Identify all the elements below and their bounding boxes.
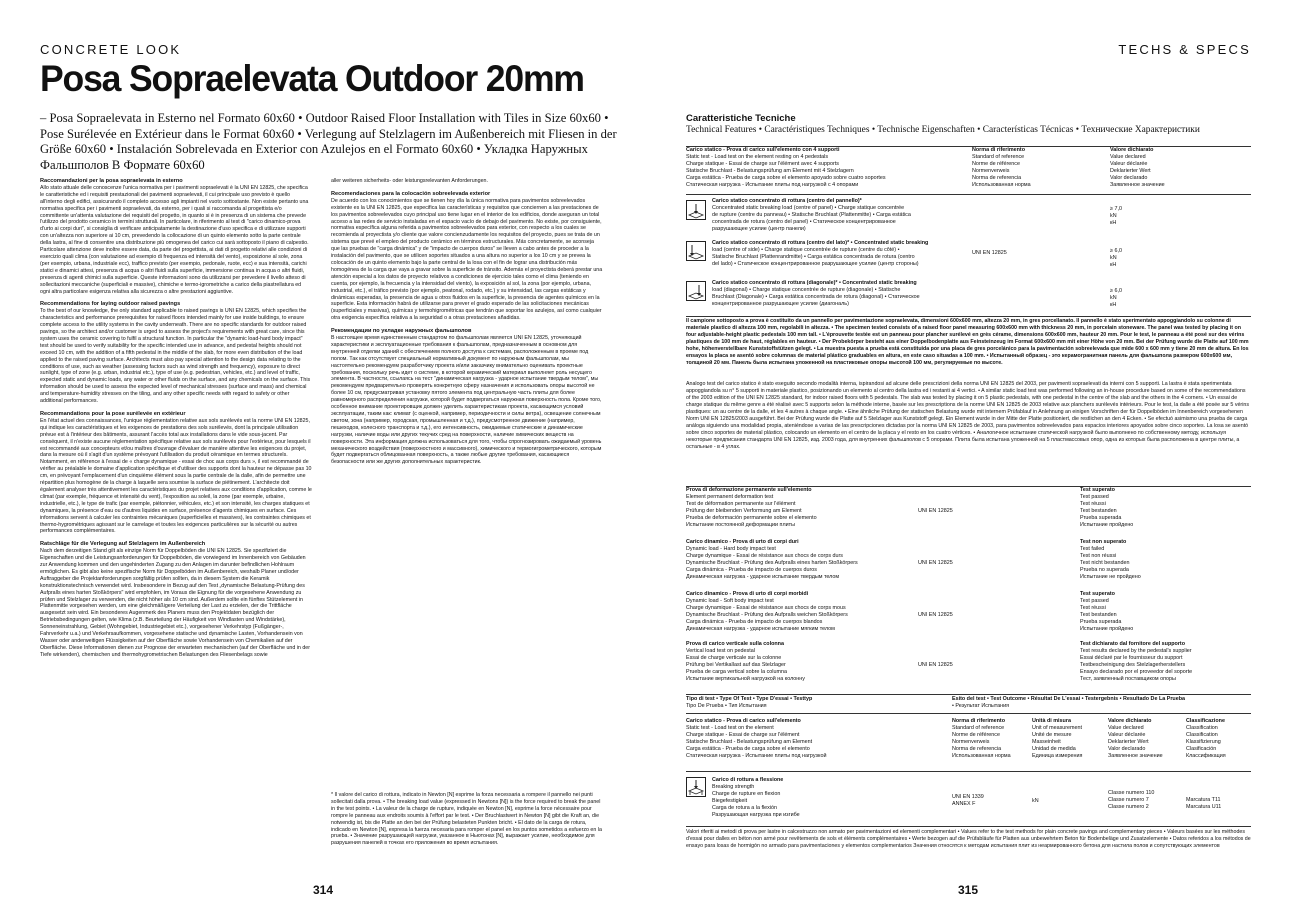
result-line: Испытание не пройдено bbox=[1080, 574, 1141, 581]
group-norm: UNI EN 12825 bbox=[918, 508, 953, 514]
section-body: De acuerdo con los conocimientos que se tienen hoy día la única normativa para pavimentos sobreelevados existente es la UNI EN 12825, que especifica las características y requisitos que conciernen a las prestaciones de los pavimentos sobreelevados cuyo principal uso tiene lugar en el interior de los edificios, donde aseguran un total acceso a las redes de servicio instaladas en el espacio vacío de debajo del pavimento. No existe, por consiguiente, normativa específica alguna referida a pavimentos sobreelevados para exterior, con respecto a los cuales se recomienda al proyectista y/o cliente que valore concienzudamente los requisitos del proyecto, pues se trata de un sistema que prevé el empleo del producto cerámico en términos estructurales. Más concretamente, se aconseja que las pruebas de "carga dinámica" y de "impacto de cuerpos duros" se lleven a cabo antes de proceder a la instalación del pavimento, que se utilicen soportes situados a una altura no superior a los 10 cm y se prevea la colocación de un quinto elemento bajo la parte central de la losa con el fin de lograr una distribución más homogénea de la carga que vaya a gravar sobre la superficie de tránsito. Además el proyectista deberá prestar una atención especial a los datos de proyecto relativos a condiciones de ejercicio tales como el clima (teniendo en cuenta, por ejemplo, la frecuencia y la intensidad del viento), la exposición al sol, la zona (por ejemplo, urbana, industrial, etc.), el tráfico previsto (por ejemplo, peatonal, rodado, etc.) y su intensidad, las cargas estáticas y dinámicas esperadas, la presencia de agua u otros fluidos en la superficie, la presencia de agentes químicos en la superficie. Esta información habrá de utilizarse para prever el grado esperado de las solicitaciones mecánicas (superficiales y masivas), químicas y termohigrométricas que tendrán que soportar los azulejos, así como cualquier otra exigencia específica relativa a la seguridad o a otras prestaciones añadidas. bbox=[331, 197, 603, 322]
flexion-test-icon bbox=[686, 777, 706, 797]
section-body: aller weiteren sicherheits- oder leistungsrelevanten Anforderungen. bbox=[331, 178, 488, 184]
header-line: Norma de referencia bbox=[972, 175, 1022, 182]
section-heading: Ratschläge für die Verlegung auf Stelzlagern im Außenbereich bbox=[40, 541, 206, 548]
group-line: Vertical load test on pedestal bbox=[686, 648, 755, 655]
group-line: Prova di deformazione permanente sull'elemento bbox=[686, 487, 812, 493]
result-line: Essai déclaré par le fournisseur du support bbox=[1080, 655, 1183, 662]
row-line: Carico statico concentrato di rottura (centro del lato)* • Concentrated static breaking bbox=[712, 240, 929, 246]
header-line: Заявленное значение bbox=[1110, 182, 1165, 189]
flexion-test-row bbox=[712, 777, 800, 820]
header-line: Carga estática - Prueba de carga sobre el elemento apoyado sobre cuatro soportes bbox=[686, 175, 886, 182]
class-line: Marcatura U11 bbox=[1186, 804, 1222, 811]
result-line: Test superato bbox=[1080, 487, 1115, 493]
header-line: Norme de référence bbox=[972, 161, 1020, 168]
section-heading: Raccomandazioni per la posa sopraelevata in esterno bbox=[40, 178, 183, 184]
group-line: Prüfung bei Vertikallast auf das Stelzlager bbox=[686, 662, 786, 669]
section-kicker-right: TECHS & SPECS bbox=[1118, 42, 1251, 57]
header-line: Статическая нагрузка - Испытание плиты под нагрузкой bbox=[686, 753, 827, 760]
flexion-classification bbox=[1186, 797, 1221, 811]
panel-center-load-icon bbox=[686, 200, 706, 220]
header-line: Classification bbox=[1186, 725, 1218, 732]
header-line: Использованная норма bbox=[952, 753, 1011, 760]
header-line: Carga estática - Prueba de carga sobre el elemento bbox=[686, 746, 810, 753]
page-number-right: 315 bbox=[958, 883, 979, 897]
row-line: Carga de rotura a la flexión bbox=[712, 805, 778, 812]
footer-note-text: Valori riferiti ai metodi di prova per lastre in calcestruzzo non armato per pavimentazioni ed elementi complementari • Values refer to the test methods for plain concrete pavings and complementary pieces • Valeurs basées sur les méthodes d'essai pour dalles en béton non armé pour revêtements de sols et éléments complémentaires • Werte bezogen auf die Prüfabläufe für Platten aus unbewehrtem Beton für Bodenbeläge und Zusatzelemente • Datos referidos a los métodos de ensayo para losas de hormigón no armado para pavimentaciones y elementos complementarios Значения относятся к методам испытания плит из неармированного бетона для настила полов и сопутствующих элементов bbox=[686, 829, 1251, 849]
group-line: Dynamische Bruchlast - Prüfung des Aufpralls eines harten Stoßkörpers bbox=[686, 560, 858, 567]
result-line: Испытание пройдено bbox=[1080, 522, 1134, 529]
test-type-line2: Tipo De Prueba • Тип Испытания bbox=[686, 703, 767, 710]
class-line: Marcatura T11 bbox=[1186, 797, 1221, 803]
section-body: Nach dem derzeitigen Stand gilt als einzige Norm für Doppelböden die UNI EN 12825. Sie spezifiziert die Eigenschaften und die Leistungsanforderungen für Doppelböden, die vorwiegend im Innenbereich von Gebäuden zur Anwendung kommen und den ungehinderten Zugang zu den Anlagen im darunter befindlichen Hohlraum ermöglichen. Es gibt also keine spezifische Norm für Doppelböden im Außenbereich, weshalb Planer und/oder Auftraggeber die Projektanforderungen sorgfältig prüfen sollten, da in diesem System die Keramik konstruktionstechnisch verwendet wird. Insbesondere in Bezug auf den Test „dynamische Belastung-Prüfung des Aufpralls eines harten Stoßkörpers" wird empfohlen, im Voraus die Eignung für die vorgesehene Anwendung zu prüfen und Stelzlager zu verwenden, die nicht höher als 10 cm sind. Außerdem sollte ein fünftes Stützelement in Plattenmitte vorgesehen werden, um eine gleichmäßigere Verteilung der Last zu erzielen, der die Trittfläche ausgesetzt sein wird. Ein besonderes Augenmerk des Planers muss den Projektdaten bezüglich der Betriebsbedingungen gelten, wie Klima (z.B. Beurteilung der Häufigkeit von Windlasten und Windstärke), Sonneneinstrahlung, Gebiet (Wohngebiet, Industriegebiet etc.), vorgesehener Verkehrstyp (Fußgänger-, Fahrverkehr u.a.) und Verkehrsaufkommen, vorgesehene statische und dynamische Lasten, Vorhandensein von Wasser oder anderweitigen Flüssigkeiten auf der Oberfläche sowie Vorhandensein von Chemikalien auf der Oberfläche. Diese Informationen dienen zur Prognose der erwarteten mechanischen (auf der Oberfläche und in der Tiefe wirkenden), chemischen und thermohygrometrischen Belastungen des Fliesenbelags sowie bbox=[40, 548, 311, 658]
flexion-unit: kN bbox=[1032, 798, 1039, 804]
section-kicker: CONCRETE LOOK bbox=[40, 42, 182, 57]
group-line: Carico dinamico - Prova di urto di corpi morbidi bbox=[686, 591, 809, 597]
row-line: de rupture (centre du panneau) • Statische Bruchlast (Plattenmitte) • Carga estática bbox=[712, 212, 911, 219]
header-line: Standard of reference bbox=[972, 154, 1025, 161]
text-column-2 bbox=[331, 178, 603, 778]
panel-diagonal-load-icon bbox=[686, 281, 706, 301]
group-line: Испытание вертикальной нагрузкой на колонну bbox=[686, 676, 805, 683]
group-line: Prova di carico verticale sulla colonna bbox=[686, 641, 784, 647]
group-result bbox=[1080, 539, 1141, 582]
group-result bbox=[1080, 487, 1133, 530]
result-line: Test dichiarato dal fornitore del supporto bbox=[1080, 641, 1186, 647]
row-line: Carico statico concentrato di rottura (diagonale)* • Concentrated static breaking bbox=[712, 280, 917, 286]
table-rule bbox=[686, 713, 1251, 714]
header-line: Norme de référence bbox=[952, 732, 1000, 739]
deformation-dynamic-tests bbox=[686, 487, 1251, 691]
group-line: Динамическая нагрузка - ударное испытание мягким телом bbox=[686, 626, 835, 633]
result-line: Testbescheinigung des Stelzlagerherstellers bbox=[1080, 662, 1186, 669]
result-line: Test bestanden bbox=[1080, 612, 1117, 619]
row-line: Charge de rupture en flexion bbox=[712, 791, 781, 798]
group-result bbox=[1080, 591, 1133, 634]
row-value bbox=[1110, 206, 1122, 227]
header-line: Valeur déclarée bbox=[1110, 161, 1148, 168]
internal-test-description bbox=[686, 381, 1251, 451]
section-body: En l'état actuel des connaissances, l'unique réglementation relative aux sols surélevés est la norme UNI EN 12825, qui indique les caractéristiques et les exigences de prestations des sols surélevés, dont la principale utilisation prévue est à l'intérieur des bâtiments, assurant l'accès total aux installations dans le vide sous-jacent. Par conséquent, il n'existe aucune réglementation spécifique relative aux sols surélevés pour l'extérieur, pour lesquels il est recommandé aux concepteurs et/ou maîtres d'ouvrage d'évaluer de manière attentive les exigences du projet, dans la mesure où il s'agit d'un système prévoyant l'utilisation du produit céramique en termes structurels. Notamment, en référence à l'essai de « charge dynamique - essai de choc aux corps durs », il est recommandé de vérifier au préalable le domaine d'application spécifique et d'utiliser des supports dont la hauteur ne dépasse pas 10 cm, en prévoyant l'emplacement d'un cinquième élément sous la partie centrale de la dalle, afin de permettre une répartition plus homogène de la charge à laquelle sera soumise la surface de piétinement. L'architecte doit également analyser très attentivement les caractéristiques du projet relatives aux conditions d'application, comme le climat (par exemple, fréquence et intensité du vent), l'exposition au soleil, la zone (par exemple, urbaine, industrielle, etc.), le type de trafic (par exemple, piétonnier, véhicules, etc.) et son intensité, les charges statiques et dynamiques, la présence d'eau ou d'autres liquides en surface, présence d'agents chimiques en surface. Ces informations servent à calculer les contraintes mécaniques (superficielles et massives), les contraintes chimiques et thermo-hygrométriques agissant sur le carrelage et toutes les exigences particulières sur la sécurité ou autres performances complémentaires. bbox=[40, 417, 312, 535]
row-line: Biegefestigkeit bbox=[712, 798, 748, 805]
group-line: Dynamische Bruchlast - Prüfung des Aufpralls weichen Stoßkörpers bbox=[686, 612, 848, 619]
value-line: ≥ 6,0 bbox=[1110, 248, 1122, 254]
group-line: Carga dinámica - Prueba de impacto de cuerpos duros bbox=[686, 567, 817, 574]
result-line: Испытание пройдено bbox=[1080, 626, 1134, 633]
row-line: Breaking strength bbox=[712, 784, 755, 791]
result-line: Test non superato bbox=[1080, 539, 1127, 545]
specimen-description bbox=[686, 318, 1251, 367]
value-line: Classe numero 7 bbox=[1108, 797, 1149, 804]
header-line: Klassifizierung bbox=[1186, 739, 1221, 746]
group-line: Charge dynamique - Essai de résistance aux chocs de corps mous bbox=[686, 605, 846, 612]
result-line: Prueba superada bbox=[1080, 515, 1122, 522]
norm-line: ANNEX F bbox=[952, 801, 976, 808]
row-line: load (centre of side) • Charge statique concentrée de rupture (centre du côté) • bbox=[712, 247, 900, 254]
flexion-test-header bbox=[686, 718, 1251, 770]
footer-note bbox=[686, 829, 1251, 850]
test-type-line1: Tipo di test • Type Of Test • Type D'essai • Testtyp bbox=[686, 696, 813, 702]
group-line: Essai de charge verticale sur la colonne bbox=[686, 655, 782, 662]
header-line: Unità di misura bbox=[1032, 718, 1071, 724]
header-line: Использованная норма bbox=[972, 182, 1031, 189]
section-heading: Рекомендации по укладке наружных фальшполов bbox=[331, 328, 472, 335]
row-line: concentrada de rotura (centro del panel) • Статическое концентрированное bbox=[712, 219, 896, 226]
result-line: Test passed bbox=[1080, 494, 1109, 501]
group-line: Prueba de deformación permanente sobre el elemento bbox=[686, 515, 817, 522]
header-line: Clasificación bbox=[1186, 746, 1217, 753]
group-line: Test de déformation permanente sur l'élément bbox=[686, 501, 796, 508]
group-line: Испытание постоянной деформации плиты bbox=[686, 522, 795, 529]
group-norm: UNI EN 12825 bbox=[918, 560, 953, 566]
result-line: Ensayo declarado por el proveedor del soporte bbox=[1080, 669, 1193, 676]
page-title: Posa Sopraelevata Outdoor 20mm bbox=[40, 58, 584, 99]
result-line: Prueba superada bbox=[1080, 619, 1122, 626]
flexion-value bbox=[1108, 790, 1154, 811]
header-line: Unit of measurement bbox=[1032, 725, 1083, 732]
result-line: Test réussi bbox=[1080, 605, 1106, 612]
row-value bbox=[1110, 288, 1122, 309]
header-line: Классификация bbox=[1186, 753, 1226, 760]
result-line: Test bestanden bbox=[1080, 508, 1117, 515]
header-line: Normenverweis bbox=[972, 168, 1010, 175]
value-line: kN bbox=[1110, 255, 1117, 262]
header-line: Valore dichiarato bbox=[1108, 718, 1152, 724]
value-line: ≥ 6,0 bbox=[1110, 288, 1122, 294]
header-line: Carico statico - Prova di carico sull'elemento con 4 supporti bbox=[686, 147, 840, 153]
header-line: Masseinheit bbox=[1032, 739, 1061, 746]
section-heading: Recommandations pour la pose surélevée en extérieur bbox=[40, 411, 186, 417]
specimen-description-text: Il campione sottoposto a prova è costituito da un pannello per pavimentazione sopraelevata, dimensioni 600x600 mm, altezza 20 mm, in gres porcellanato. Il pannello è stato sperimentato appoggiandolo su colonne di materiale plastico di altezza 100 mm, regolabili in altezza. • The specimen tested consists of a raised floor panel measuring 600x600 mm with thickness 20 mm, in porcelain stoneware. The panel was tested by placing it on four adjustable-height plastic pedestals 100 mm tall. • L'éprouvette testée est un panneau pour plancher surélevé en grès cérame, dimensions 600x600 mm, hauteur 20 mm. Pour le test, le panneau a été posé sur des vérins plastiques de 100 mm de haut, réglables en hauteur. • Der Probekörper besteht aus einer Doppelbodenplatte aus Feinsteinzeug im Format 600x600 mm mit einer Höhe von 20 mm. Bei der Prüfung wurde die Platte auf 100 mm hohe, höhenverstellbare Kunststoffstützen gelegt. • La muestra puesta a prueba está constituida por una placa de gres porcelánico para la pavimentación sobreelevada que mide 600 x 600 mm y tiene 20 mm de altura. En los ensayos la placa se asentó sobre columnas de material plástico graduables en altura, en este caso situadas a 100 mm. • Испытанный образец - это керамогранитная панель для фальшпола размером 600x600 мм, толщиной 20 мм. Панель была испытана уложенной на пластиковые опоры высотой 100 мм, регулируемые по высоте. bbox=[686, 318, 1249, 366]
test-outcome-line2: • Результат Испытания bbox=[952, 703, 1010, 710]
group-line: Carico dinamico - Prova di urto di corpi duri bbox=[686, 539, 799, 545]
header-line: Valor declarado bbox=[1110, 175, 1148, 182]
test-group bbox=[686, 487, 817, 530]
static-test-header bbox=[686, 147, 1246, 199]
header-line: Statische Bruchlast - Belastungsprüfung am Element bbox=[686, 739, 813, 746]
result-line: Тест, заявленный поставщиком опоры bbox=[1080, 676, 1176, 683]
result-line: Test nicht bestanden bbox=[1080, 560, 1130, 567]
table-rule bbox=[686, 694, 1251, 695]
header-line: Deklarierter Wert bbox=[1108, 739, 1149, 746]
header-line: Statische Bruchlast - Belastungsprüfung am Element mit 4 Stelzlagern bbox=[686, 168, 854, 175]
header-line: Static test - Load test on the element bbox=[686, 725, 774, 732]
flexion-norm bbox=[952, 794, 984, 808]
header-line: Unité de mesure bbox=[1032, 732, 1072, 739]
group-norm: UNI EN 12825 bbox=[918, 662, 953, 668]
row-line: Carico statico concentrato di rottura (centro del pannello)* bbox=[712, 198, 862, 204]
row-line: Bruchlast (Diagonale) • Carga estática concentrada de rotura (diagonal) • Статическое bbox=[712, 294, 920, 301]
test-type-label bbox=[686, 696, 812, 710]
group-norm: UNI EN 12825 bbox=[918, 612, 953, 618]
header-line: Value declared bbox=[1110, 154, 1146, 161]
footnote bbox=[331, 792, 603, 872]
section-title: Caratteristiche Tecniche bbox=[686, 113, 796, 124]
panel-side-load-icon bbox=[686, 241, 706, 261]
header-line: Valeur déclarée bbox=[1108, 732, 1146, 739]
row-line: Carico di rottura a flessione bbox=[712, 777, 784, 783]
header-line: Classificazione bbox=[1186, 718, 1225, 724]
result-line: Test results declared by the pedestal's supplier bbox=[1080, 648, 1192, 655]
header-line: Static test - Load test on the element resting on 4 pedestals bbox=[686, 154, 829, 161]
section-body: To the best of our knowledge, the only standard applicable to raised pavings is UNI EN 12825, which specifies the characteristics and performance prerequisites for raised floors intended mainly for use inside buildings, to ensure complete access to the utility systems in the cavity underneath. There are no specific standards for outdoor raised pavings, so the architect and/or customer is urged to assess the project's requirements with great care, since this system uses the ceramic covering to fulfil a structural function. In particular the "dynamic load-hard body impact" test should be used to verify suitability for the specific intended use in advance, and pedestal heights should not exceed 10 cm, with the addition of a fifth pedestal in the middle of the slab, for more even distribution of the load applied to the raised paving surface. Architects must also pay special attention to the design data relating to the conditions of use, such as weather (assessing factors such as wind strength and frequency), exposure to direct sunlight, type of zone (e.g. urban, industrial etc.), type of use (e.g. pedestrian, vehicles, etc.) and level of traffic, expected static and dynamic loads, any water or other fluids on the surface, and any chemicals on the surface. This information should be used to assess the expected level of mechanical stresses (surface and mass) and chemical and temperature-humidity stresses on the tiling, and any other specific needs with regard to safety or other additional performances. bbox=[40, 308, 311, 405]
table-rule bbox=[686, 316, 1251, 317]
group-line: Element permanent deformation test bbox=[686, 494, 774, 501]
group-line: Dynamic load - Soft body impact test bbox=[686, 598, 774, 605]
table-rule bbox=[686, 194, 1251, 195]
row-line: концентрированное разрушающее усилие (диагональ) bbox=[712, 301, 849, 308]
group-line: Динамическая нагрузка - ударное испытание твердым телом bbox=[686, 574, 840, 581]
row-line: Statische Bruchlast (Plattenrandmitte) • Carga estática concentrada de rotura (centro bbox=[712, 254, 915, 261]
norm-value: UNI EN 12825 bbox=[972, 250, 1007, 256]
internal-test-description-text: Analogo test del carico statico è stato eseguito secondo modalità interna, ispirandosi ad alcune delle prescrizioni della norma UNI EN 12825 del 2003, per pavimenti sopraelevati da interni con 5 supporti. La lastra è stata sperimentata appoggiandola su n° 5 supporti in materiale plastico, posizionando un elemento al centro della lastra ed i restanti ai 4 vertici. • A similar static load test was performed following an in-house procedure based on some of the recommendations of the 2003 edition of the UNI EN 12825 standard, for indoor raised floors with 5 pedestals. The slab was tested by placing it on 5 plastic pedestals, with one pedestal in the centre of the slab and the others in the 4 corners. • Un essai de charge statique du même genre a été réalisé avec 5 supports selon la méthode interne, basée sur les prescriptions de la norme UNI EN 12825 de 2003 relative aux planchers surélevés intérieurs. Pour le test, la dalle a été posée sur 5 vérins plastiques: un au centre de la dalle, et les 4 autres à chaque angle. • Eine ähnliche Prüfung der statischen Belastung wurde mit internem Prüfablauf in Anlehnung an einigen Vorschriften der für Doppelböden im Innenbereich vorgesehenen Norm UNI EN 12825/2003 ausgeführt. Bei der Prüfung wurde die Platte auf 5 Stelzlager aus Kunststoff gelegt. Ein Element wurde in der Mitte der Platte positioniert, die restlichen an den 4 Ecken. • Se efectuó asimismo una prueba de carga análoga siguiendo una modalidad propia, ateniéndose a varias de las prescripciones dictadas por la norma UNI EN 12825 de 2003, para pavimentos sobreelevados para espacios interiores apoyados sobre cinco soportes. La losa se asentó sobre cinco soportes de material plástico, colocando un elemento en el centro de la placa y el resto en los cuatro vértices. • Аналогичное испытание статической нагрузкой было выполнено по собственному методу, используя некоторые предписания стандарта UNI EN 12825, изд. 2003 года, для внутренних фальшполов с 5 опорами. Плита была испытана уложенной на 5 пластмассовых опор, одна из которых была расположена в центре плиты, а остальные - в 4 углах. bbox=[686, 381, 1249, 450]
section-body: Allo stato attuale delle conoscenze l'unica normativa per i pavimenti sopraelevati è la UNI EN 12825, che specifica le caratteristiche ed i requisiti prestazionali dei pavimenti sopraelevati, il cui principale uso previsto è quello all'interno degli edifici, assicurando il completo accesso agli impianti nel vuoto sottostante. Non esiste pertanto una normativa specifica per i pavimenti sopraelevati, da esterno, per i quali si raccomanda al progettista e/o committente un'attenta valutazione dei requisiti del progetto, in quanto si è in presenza di un sistema che prevede l'utilizzo del prodotto ceramico in termini strutturali. In particolare, in riferimento al test di "carico dinamico-prova d'urto ai corpi duri", si consiglia di verificare anticipatamente la destinazione d'uso specifica e di utilizzare supporti con un'altezza non superiore ai 10 cm, prevedendo la collocazione di un quinto elemento sotto la parte centrale della lastra, al fine di consentire una distribuzione più omogenea del carico cui sarà sottoposto il piano di calpestio. Particolare attenzione deve inoltre essere data, da parte del progettista, ai dati di progetto relativi alle condizioni di esercizio quali clima (con valutazione ad esempio di frequenza ed intensità del vento), esposizione al sole, zona (per esempio, urbana, industriale ecc), traffico previsto (per esempio, pedonale, ruote, ecc) e sua intensità, carichi statici e dinamici attesi, presenza di acqua o altri fluidi sulla superficie, immersione continua in acqua o altri fluidi, presenza di agenti chimici sulla superficie. Queste informazioni sono da utilizzarsi per prevedere il livello atteso di sollecitazioni meccaniche (superficiali e massive), chimiche e termo-igrometriche a carico della piastrellatura ed ogni altra particolare esigenza relativa alla sicurezza o altre prestazioni aggiuntive. bbox=[40, 184, 309, 295]
row-value bbox=[1110, 248, 1122, 269]
page-number-left: 314 bbox=[313, 883, 334, 897]
table-rule bbox=[686, 826, 1251, 827]
section-heading: Recomendaciones para la colocación sobreelevada exterior bbox=[331, 190, 491, 197]
page-subtitle: – Posa Sopraelevata in Esterno nel Formato 60x60 • Outdoor Raised Floor Installation with Tiles in Size 60x60 • Pose Surélevée en Extérieur dans le Format 60x60 • Verlegung auf Stelzlagern im Außenbereich mit Fliesen in der Größe 60x60 • Instalación Sobrelevada en Exterior con Azulejos en el Formato 60x60 • Укладка Наружных Фальшполов В Формате 60x60 bbox=[40, 111, 617, 172]
static-test-row bbox=[712, 280, 920, 308]
norm-line: UNI EN 1339 bbox=[952, 794, 984, 800]
section-subtitle: Technical Features • Caractéristiques Techniques • Technische Eigenschaften • Características Técnicas • Технические Характеристики bbox=[686, 125, 1200, 135]
text-column-1 bbox=[40, 178, 312, 878]
header-line: Заявленное значение bbox=[1108, 753, 1163, 760]
test-outcome-label bbox=[952, 696, 1185, 710]
section-heading: Recommendations for laying outdoor raised pavings bbox=[40, 301, 181, 308]
test-group bbox=[686, 591, 848, 634]
header-line: Norma di riferimento bbox=[952, 718, 1006, 724]
row-line: load (diagonal) • Charge statique concentrée de rupture (diagonale) • Statische bbox=[712, 287, 901, 294]
result-line: Test réussi bbox=[1080, 501, 1106, 508]
header-line: Norma di riferimento bbox=[972, 147, 1026, 153]
header-line: Normenverweis bbox=[952, 739, 990, 746]
header-line: Classification bbox=[1186, 732, 1218, 739]
static-test-row bbox=[712, 198, 911, 233]
static-test-row bbox=[712, 240, 928, 268]
row-line: Разрушающая нагрузка при изгибе bbox=[712, 812, 800, 819]
header-line: Charge statique - Essai de charge sur l'élément avec 4 supports bbox=[686, 161, 839, 168]
group-line: Charge dynamique - Essai de résistance aux chocs de corps durs bbox=[686, 553, 844, 560]
result-line: Test superato bbox=[1080, 591, 1115, 597]
row-line: разрушающее усилие (центр панели) bbox=[712, 226, 806, 233]
value-line: kN bbox=[1110, 295, 1117, 302]
header-line: Norma de referencia bbox=[952, 746, 1002, 753]
test-group bbox=[686, 539, 858, 582]
header-line: Valore dichiarato bbox=[1110, 147, 1154, 153]
result-line: Prueba no superada bbox=[1080, 567, 1129, 574]
group-line: Prüfung der bleibenden Verformung am Element bbox=[686, 508, 802, 515]
group-line: Dynamic load - Hard body impact test bbox=[686, 546, 776, 553]
value-line: кН bbox=[1110, 220, 1117, 227]
header-line: Статическая нагрузка - Испытание плиты под нагрузкой с 4 опорами bbox=[686, 182, 859, 189]
value-line: Classe numero 2 bbox=[1108, 804, 1149, 811]
test-outcome-line1: Esito del test • Test Outcome • Résultat De L'essai • Testergebnis • Resultado De La Prueba bbox=[952, 696, 1186, 702]
header-line: Valor declarado bbox=[1108, 746, 1146, 753]
group-line: Prueba de carga vertical sobre la columna bbox=[686, 669, 787, 676]
header-line: Единица измерения bbox=[1032, 753, 1083, 760]
header-line: Carico statico - Prova di carico sull'elemento bbox=[686, 718, 801, 724]
result-line: Test non réussi bbox=[1080, 553, 1117, 560]
header-line: Value declared bbox=[1108, 725, 1144, 732]
footnote-text: * Il valore del carico di rottura, indicato in Newton [N] esprime la forza necessaria a rompere il pannello nei punti sollecitati dalla prova. • The breaking load value (expressed in Newtons [N]) is the force required to break the panel in the test points. • La valeur de la charge de rupture, indiquée en Newton [N], exprime la force nécessaire pour rompre le panneau aux endroits soumis à l'effort par le test. • Der Bruchlastwert in Newton [N] gibt die Kraft an, die notwendig ist, bis die Platte an den bei der Prüfung belasteten Punkten bricht. • El dato de la carga de rotura, indicado en Newton [N], expresa la fuerza necesaria para romper el panel en los puntos sometidos a esfuerzo en la prueba. • Значение разрушающей нагрузки, указанное в Ньютонах [N], выражает усилие, необходимое для разрушения панелей в точках его приложения во время испытания. bbox=[331, 792, 602, 847]
row-line: Concentrated static breaking load (centre of panel) • Charge statique concentrée bbox=[712, 205, 905, 212]
value-line: ≥ 7,0 bbox=[1110, 206, 1122, 212]
value-line: кН bbox=[1110, 262, 1117, 269]
value-line: kN bbox=[1110, 213, 1117, 220]
result-line: Test failed bbox=[1080, 546, 1105, 553]
value-line: кН bbox=[1110, 302, 1117, 309]
test-group bbox=[686, 641, 805, 684]
group-result bbox=[1080, 641, 1192, 684]
header-line: Deklarierter Wert bbox=[1110, 168, 1151, 175]
header-line: Unidad de medida bbox=[1032, 746, 1076, 753]
header-line: Charge statique - Essai de charge sur l'élément bbox=[686, 732, 800, 739]
table-rule bbox=[686, 771, 1251, 772]
section-body: В настоящее время единственным стандартом по фальшполам является UNI EN 12825, уточняющий характеристики и эксплуатационные требования к фальшполам, предназначенным в основном для внутренней отделки зданий с обеспечением полного доступа к системам, расположенным в проеме под полом. Так как отсутствует специальный нормативный документ по наружным фальшполам, мы настоятельно рекомендуем разработчику проекта и/или заказчику внимательно оценивать проектные требования, поскольку речь идет о системе, в которой керамический материал выполняет роль несущего элемента. В частности, ссылаясь на тест "динамическая нагрузка - ударное испытание твердым телом", мы рекомендуем предварительно проверять конкретную сферу назначения и использовать опоры высотой не более 10 см, предусматривая установку пятого элемента под центральную часть плиты для более равномерного распределения нагрузки, которой будет подвергаться наружная поверхность пола. Кроме того, особенное внимание проектировщик должен уделить характеристикам проекта, касающимся условий эксплуатации, таким как: климат (с оценкой, например, периодичности и силы ветра), освещение солнечным светом, зона (например, городская, промышленная и т.д.), предусмотренное движение (например, пешеходов, колесного транспорта и т.д.), его интенсивность, ожидаемые статические и динамические нагрузки, наличие воды или других текучих сред на поверхности, наличие химических веществ на поверхности. Эта информация должна использоваться для того, чтобы спрогнозировать ожидаемый уровень механического воздействия (поверхностного и массивного), химического и термогигрометрического, которым будет подвергаться облицованная поверхность, а также любые другие требования, касающиеся безопасности или же других дополнительных характеристик. bbox=[331, 335, 602, 466]
value-line: Classe numero 110 bbox=[1108, 790, 1155, 796]
header-line: Standard of reference bbox=[952, 725, 1005, 732]
row-line: del lado) • Статическое концентрированное разрушающее усилие (центр стороны) bbox=[712, 261, 919, 268]
group-line: Carga dinámica - Prueba de impacto de cuerpos blandos bbox=[686, 619, 823, 626]
result-line: Test passed bbox=[1080, 598, 1109, 605]
